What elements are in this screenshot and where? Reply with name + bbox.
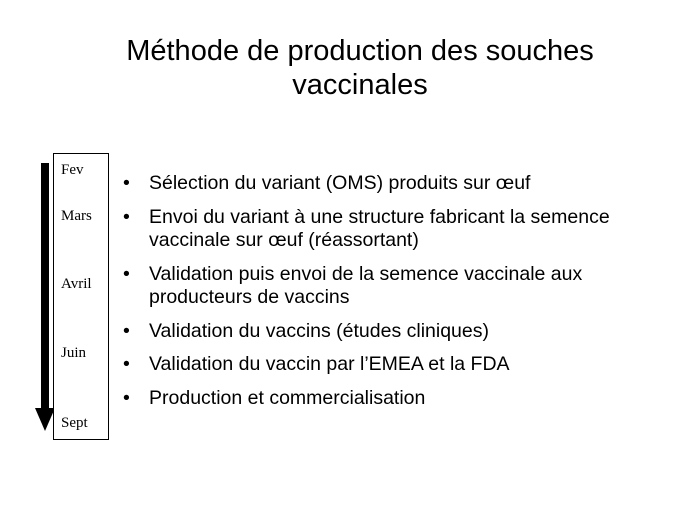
month-label: Sept	[61, 415, 88, 431]
down-arrow-icon	[35, 163, 55, 433]
list-item: • Validation puis envoi de la semence vaccinale aux producteurs de vaccins	[120, 263, 680, 310]
month-label: Juin	[61, 345, 87, 361]
month-label: Fev	[61, 162, 84, 178]
list-item: • Validation du vaccin par l’EMEA et la FDA	[120, 353, 680, 377]
month-label: Avril	[61, 276, 92, 292]
steps-list	[120, 172, 680, 420]
timeline-months-box	[53, 153, 109, 440]
list-item: • Envoi du variant à une structure fabricant la semence vaccinale sur œuf (réassortant)	[120, 206, 680, 253]
list-item: • Sélection du variant (OMS) produits sur œuf	[120, 172, 680, 196]
month-label: Mars	[61, 208, 92, 224]
list-item: • Validation du vaccins (études cliniques)	[120, 320, 680, 344]
slide-title-line-1: Méthode de production des souches	[126, 35, 594, 67]
list-item: • Production et commercialisation	[120, 387, 680, 411]
slide-title-line-2: vaccinales	[292, 69, 428, 101]
slide-title	[60, 34, 660, 102]
